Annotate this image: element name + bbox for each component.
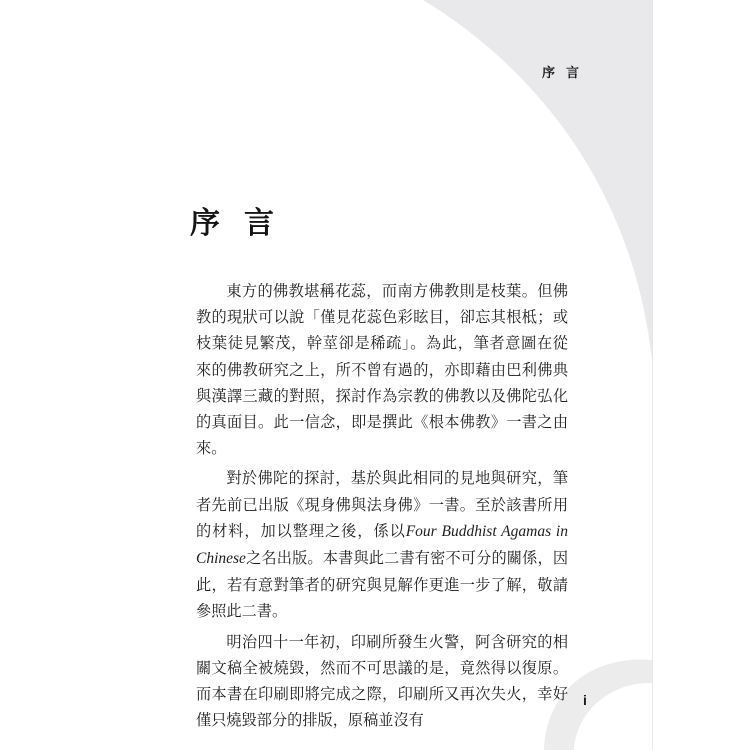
book-page: [98, 0, 652, 750]
book-title-italic: Four Buddhist Agamas in Chinese: [196, 522, 568, 568]
page-number: i: [583, 692, 587, 708]
page-edge-line: [652, 0, 653, 750]
paragraph-3: 明治四十一年初，印刷所發生火警，阿含研究的相關文稿全被燒毀，然而不可思議的是，竟然得以復原。而本書在印刷即將完成之際，印刷所又再次失火，幸好僅只燒毀部分的排版，原稿並沒有: [196, 632, 568, 730]
running-head: 序言: [541, 66, 590, 81]
preface-body: [196, 278, 568, 737]
chapter-title: 序言: [190, 206, 298, 241]
paragraph-2: 對於佛陀的探討，基於與此相同的見地與研究，筆者先前已出版《現身佛與法身佛》一書。至於該書所用的材料，加以整理之後，係以Four Buddhist Agamas in Chinese之名出版。本書與此二書有密不可分的關係，因此，若有意對筆者的研究與見解作更進一步了解，敬請參照此二書。: [196, 469, 568, 621]
paragraph-1: 東方的佛教堪稱花蕊，而南方佛教則是枝葉。但佛教的現狀可以說「僅見花蕊色彩眩目，卻忘其根柢；或枝葉徒見繁茂，幹莖卻是稀疏」。為此，筆者意圖在從來的佛教研究之上，所不曾有過的，亦即藉由巴利佛典與漢譯三藏的對照，探討作為宗教的佛教以及佛陀弘化的真面目。此一信念，即是撰此《根本佛教》一書之由來。: [196, 282, 568, 458]
